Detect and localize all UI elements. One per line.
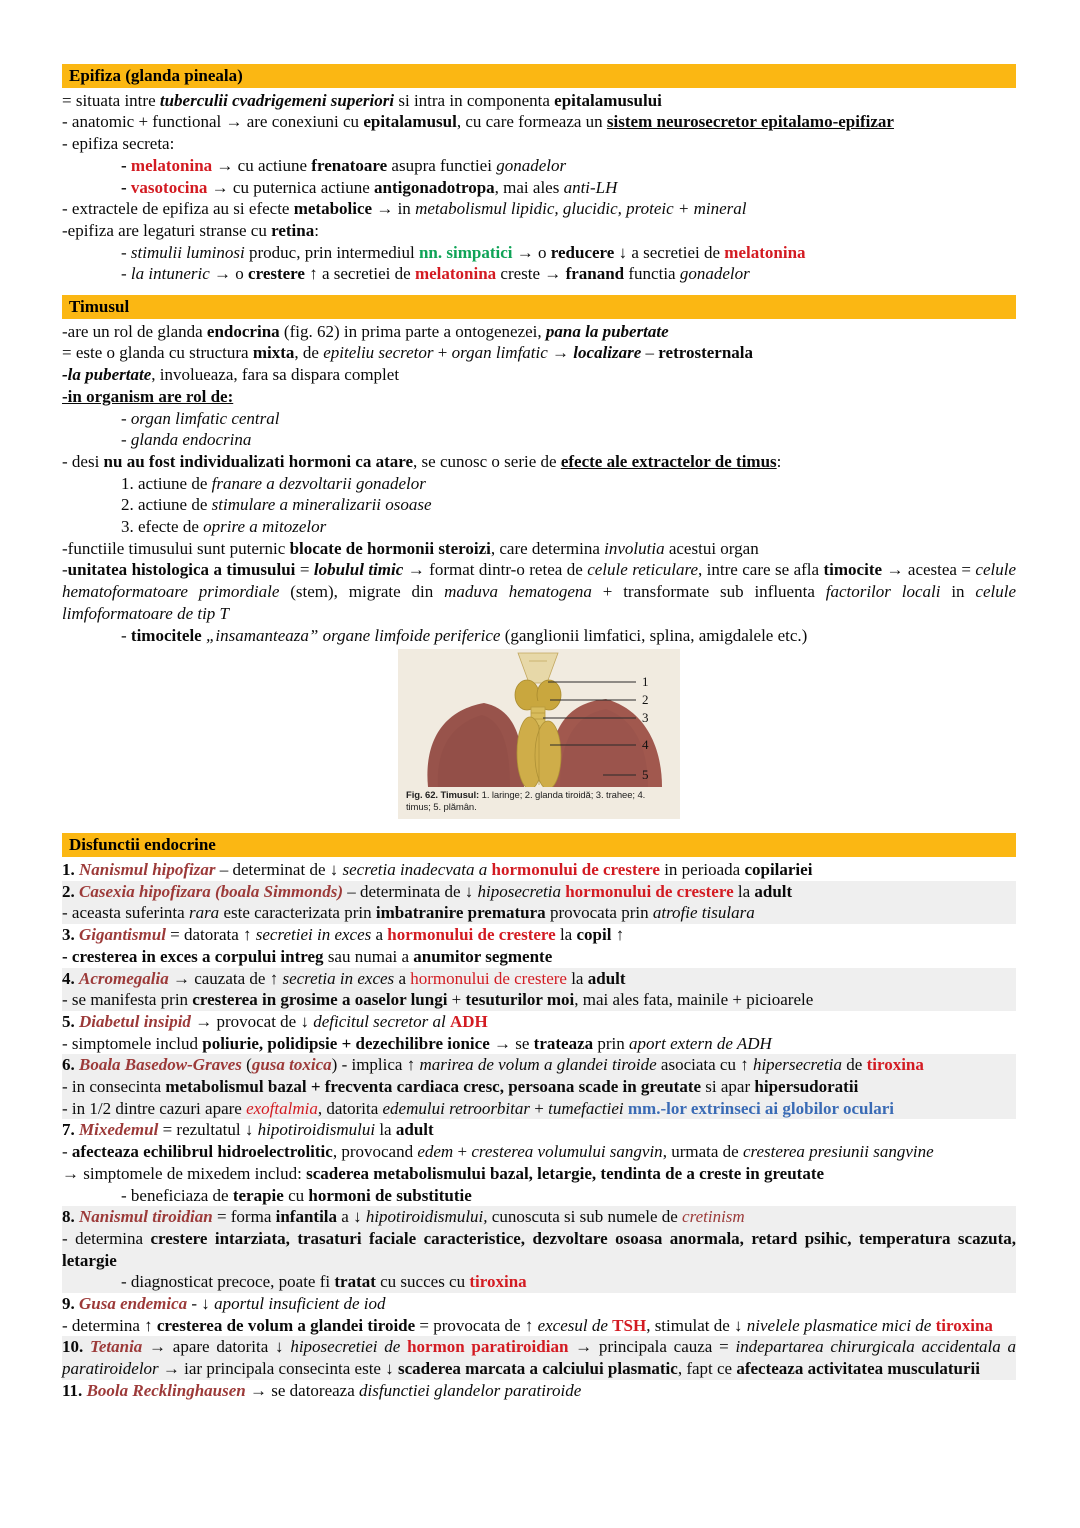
text-line: -functiile timusului sunt puternic blocate de hormonii steroizi, care determina involutia acestui organ — [62, 538, 759, 558]
text-line: 6. Boala Basedow-Graves (gusa toxica) - implica ↑ marirea de volum a glandei tiroide asociata cu ↑ hipersecretia de tiroxina — [62, 1054, 1016, 1076]
text-line: - stimulii luminosi produc, prin intermediul nn. simpatici → o reducere ↓ a secretiei de melatonina — [121, 242, 806, 262]
text-line: - in 1/2 dintre cazuri apare exoftalmia, datorita edemului retroorbitar + tumefactiei mm.-lor extrinseci ai globilor oculari — [62, 1098, 1016, 1120]
text-line: - epifiza secreta: — [62, 134, 175, 154]
text-line: 2. actiune de stimulare a mineralizarii osoase — [121, 495, 432, 515]
text-line: - extractele de epifiza au si efecte metabolice → in metabolismul lipidic, glucidic, proteic + mineral — [62, 199, 747, 219]
section-disfunctii — [62, 833, 1016, 1401]
text-line: 10. Tetania → apare datorita ↓ hiposecretiei de hormon paratiroidian → principala cauza = indepartarea chirurgicala accidentala a paratiroidelor → iar principala consecinta este ↓ scaderea marcata a calciului plasmatic, fapt ce afecteaza activitatea musculaturii — [62, 1337, 1017, 1379]
text-line: -epifiza are legaturi stranse cu retina: — [62, 220, 319, 240]
figure-label-5: 5 — [642, 767, 649, 783]
section-epifiza — [62, 64, 1016, 285]
text-line: - determina ↑ cresterea de volum a glandei tiroide = provocata de ↑ excesul de TSH, stimulat de ↓ nivelele plasmatice mici de tiroxina — [62, 1315, 993, 1335]
text-line: - anatomic + functional → are conexiuni cu epitalamusul, cu care formeaza un sistem neurosecretor epitalamo-epifizar — [62, 112, 894, 132]
text-line: - se manifesta prin cresterea in grosime a oaselor lungi + tesuturilor moi, mai ales fata, mainile + picioarele — [62, 989, 1016, 1011]
text-line: 4. Acromegalia → cauzata de ↑ secretia in exces a hormonului de crestere la adult — [62, 968, 1016, 990]
text-line: 2. Casexia hipofizara (boala Simmonds) – determinata de ↓ hiposecretia hormonului de crestere la adult — [62, 881, 1016, 903]
text-line: - cresterea in exces a corpului intreg sau numai a anumitor segmente — [62, 946, 553, 966]
text-line: - melatonina → cu actiune frenatoare asupra functiei gonadelor — [121, 155, 567, 175]
text-line: - simptomele includ poliurie, polidipsie + dezechilibre ionice → se trateaza prin aport extern de ADH — [62, 1033, 772, 1053]
text-line: - in consecinta metabolismul bazal + frecventa cardiaca cresc, persoana scade in greutate si apar hipersudoratii — [62, 1076, 1016, 1098]
figure-label-3: 3 — [642, 710, 649, 726]
text-line: - glanda endocrina — [121, 430, 252, 450]
text-line: = situata intre tuberculii cvadrigemeni superiori si intra in componenta epitalamusului — [62, 90, 662, 110]
thymus-figure-illustration — [398, 649, 680, 787]
figure-label-4: 4 — [642, 737, 649, 753]
text-line: -la pubertate, involueaza, fara sa dispara complet — [62, 365, 400, 385]
text-line: 3. Gigantismul = datorata ↑ secretiei in exces a hormonului de crestere la copil ↑ — [62, 925, 625, 945]
text-line: -are un rol de glanda endocrina (fig. 62) in prima parte a ontogenezei, pana la pubertate — [62, 321, 669, 341]
text-line: -in organism are rol de: — [62, 386, 234, 406]
text-line: - determina crestere intarziata, trasaturi faciale caracteristice, dezvoltare osoasa anormala, retard psihic, temperatura scazuta, letargie — [62, 1228, 1016, 1270]
text-line: 9. Gusa endemica - ↓ aportul insuficient de iod — [62, 1294, 386, 1314]
text-line: 7. Mixedemul = rezultatul ↓ hipotiroidismului la adult — [62, 1120, 434, 1140]
text-line: = este o glanda cu structura mixta, de epiteliu secretor + organ limfatic → localizare – retrosternala — [62, 343, 754, 363]
text-line: → simptomele de mixedem includ: scaderea metabolismului bazal, letargie, tendinta de a creste in greutate — [62, 1163, 825, 1183]
thymus-figure — [398, 649, 680, 819]
text-line: - afecteaza echilibrul hidroelectrolitic, provocand edem + cresterea volumului sangvin, urmata de cresterea presiunii sangvine — [62, 1142, 934, 1162]
text-line: 11. Boola Recklinghausen → se datoreaza disfunctiei glandelor paratiroide — [62, 1380, 582, 1400]
section-timusul — [62, 295, 1016, 819]
figure-caption-lead: Fig. 62. Timusul: — [406, 790, 480, 802]
text-line: 8. Nanismul tiroidian = forma infantila a ↓ hipotiroidismului, cunoscuta si sub numele de cretinism — [62, 1206, 1016, 1228]
figure-caption — [398, 787, 680, 814]
text-line: - vasotocina → cu puternica actiune antigonadotropa, mai ales anti-LH — [121, 177, 618, 197]
section-header-disfunctii: Disfunctii endocrine — [62, 833, 1016, 857]
text-line: - aceasta suferinta rara este caracterizata prin imbatranire prematura provocata prin atrofie tisulara — [62, 902, 1016, 924]
text-line: -unitatea histologica a timusului = lobulul timic → format dintr-o retea de celule reticulare, intre care se afla timocite → acestea = celule hematoformatoare primordiale (stem), migrate din maduva hematogena + transformate sub influenta factorilor locali in celule limfoformatoare de tip T — [62, 560, 1017, 623]
figure-label-2: 2 — [642, 692, 649, 708]
text-line: 3. efecte de oprire a mitozelor — [121, 517, 327, 537]
text-line: - diagnosticat precoce, poate fi tratat cu succes cu tiroxina — [62, 1271, 1016, 1293]
figure-label-1: 1 — [642, 674, 649, 690]
figure-caption-text: 1. laringe; 2. glanda tiroidă; 3. trahee; 4. timus; 5. plămân. — [406, 790, 646, 814]
text-line: - la intuneric → o crestere ↑ a secretiei de melatonina creste → franand functia gonadelor — [121, 264, 750, 284]
section-header-epifiza: Epifiza (glanda pineala) — [62, 64, 1016, 88]
text-line: - desi nu au fost individualizati hormoni ca atare, se cunosc o serie de efecte ale extractelor de timus: — [62, 451, 782, 471]
text-line: 1. actiune de franare a dezvoltarii gonadelor — [121, 473, 426, 493]
text-line: 1. Nanismul hipofizar – determinat de ↓ secretia inadecvata a hormonului de crestere in perioada copilariei — [62, 859, 813, 879]
section-header-timusul: Timusul — [62, 295, 1016, 319]
text-line: - organ limfatic central — [121, 408, 280, 428]
document-content — [62, 64, 1016, 1402]
text-line: 5. Diabetul insipid → provocat de ↓ deficitul secretor al ADH — [62, 1011, 488, 1031]
text-line: - beneficiaza de terapie cu hormoni de substitutie — [121, 1185, 472, 1205]
text-line: - timocitele „insamanteaza” organe limfoide periferice (ganglionii limfatici, splina, amigdalele etc.) — [121, 625, 808, 645]
